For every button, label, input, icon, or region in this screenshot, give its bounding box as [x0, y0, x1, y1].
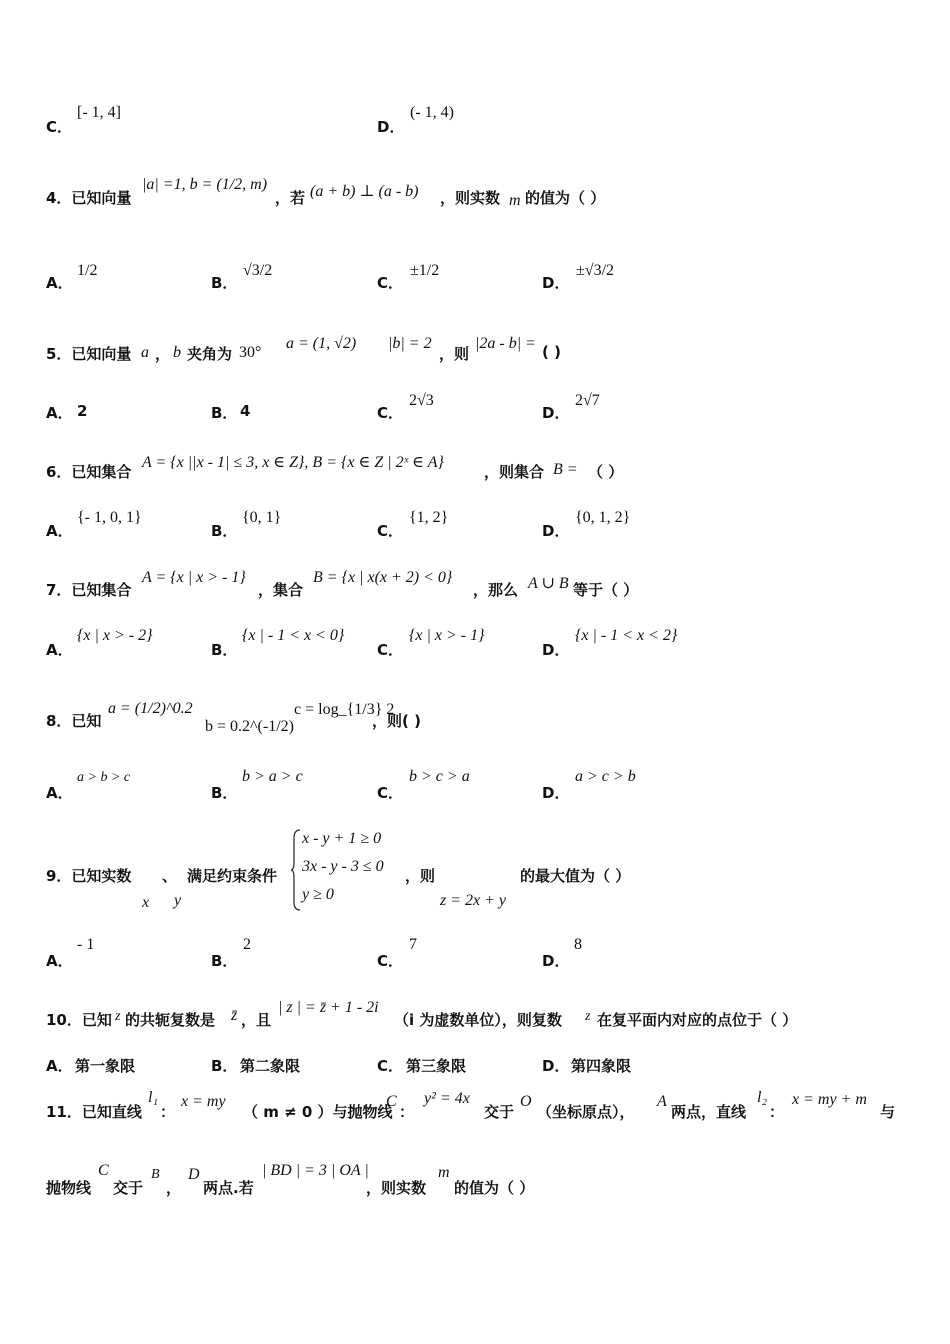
q7-union: A ∪ B [528, 575, 569, 592]
q4-tail: ，则实数 [440, 189, 501, 207]
q6-option-a-value: {- 1, 0, 1} [77, 509, 142, 526]
q5-ask-prefix: ，则 [439, 345, 470, 363]
q11-o: O [520, 1093, 532, 1110]
q11-a: A [657, 1093, 667, 1110]
q10-eq: | z | = z̄ + 1 - 2i [278, 999, 379, 1016]
q4-option-a-label: A． [46, 274, 73, 292]
q11-l1-eq: x = my [181, 1093, 226, 1110]
q9-tail: 的最大值为（ ） [520, 867, 631, 885]
q9-constraint-3: y ≥ 0 [302, 886, 334, 903]
q5-option-b-value: 4 [240, 402, 251, 420]
q4-option-d-value: ±√3/2 [576, 262, 615, 279]
q11-d: D [188, 1166, 200, 1183]
q9-cond-text: 满足约束条件 [187, 867, 278, 885]
q8-c-def: c = log_{1/3} 2 [294, 701, 395, 718]
q10-option-d-value: 第四象限 [571, 1057, 632, 1075]
q11-t2: （坐标原点）， [537, 1103, 635, 1121]
q6-option-c-value: {1, 2} [409, 509, 449, 526]
q11-c: C [386, 1093, 397, 1110]
q11-comma: ， [166, 1179, 182, 1197]
q11-paren: （ m ≠ 0 ）与抛物线 [243, 1103, 393, 1121]
q7-option-d-label: D． [542, 641, 570, 659]
q3-option-c-value: [- 1, 4] [77, 104, 121, 121]
q10-stem-start: 10．已知 [46, 1011, 112, 1029]
q9-option-a-label: A． [46, 952, 73, 970]
q3-option-d-value: (- 1, 4) [410, 104, 454, 121]
q11-m: m [438, 1164, 450, 1181]
q11-colon-2: ： [399, 1103, 415, 1121]
q8-a-def: a = (1/2)^0.2 [108, 700, 193, 717]
q10-t2: ，且 [241, 1011, 272, 1029]
q11-cond: | BD | = 3 | OA | [262, 1162, 369, 1179]
q7-option-a-value: {x | x > - 2} [77, 627, 153, 644]
q5-option-d-value: 2√7 [575, 392, 600, 409]
q11-b: B [151, 1167, 160, 1182]
q5-ask-tail: ( ) [542, 343, 561, 361]
q9-option-d-value: 8 [574, 936, 582, 953]
q5-option-c-value: 2√3 [409, 392, 434, 409]
q5-sep: ， [155, 345, 171, 363]
q8-option-d-value: a > c > b [575, 768, 636, 785]
q4-option-c-label: C． [377, 274, 404, 292]
q6-ask: B = [553, 461, 578, 478]
q5-ask: |2a - b| = [475, 335, 536, 352]
q9-brace [290, 828, 302, 912]
q10-option-a-value: 第一象限 [75, 1057, 136, 1075]
q6-tail2: （ ） [588, 463, 624, 481]
q11-stem-start: 11．已知直线 [46, 1103, 142, 1121]
q6-option-c-label: C． [377, 522, 404, 540]
q10-option-c-value: 第三象限 [406, 1057, 467, 1075]
q9-constraint-1: x - y + 1 ≥ 0 [302, 830, 382, 847]
q7-option-b-value: {x | - 1 < x < 0} [242, 627, 345, 644]
q11-parabola-eq: y² = 4x [424, 1090, 470, 1107]
q9-stem-start: 9．已知实数 [46, 867, 132, 885]
q9-option-b-label: B． [211, 952, 238, 970]
q11-t4: 与 [880, 1103, 896, 1121]
q9-constraint-2: 3x - y - 3 ≤ 0 [302, 858, 384, 875]
q11-t6: 两点.若 [203, 1179, 254, 1197]
q6-tail: ，则集合 [484, 463, 545, 481]
q9-mid: ，则 [405, 867, 436, 885]
q9-z: z = 2x + y [440, 892, 507, 909]
q4-option-c-value: ±1/2 [410, 262, 440, 279]
q10-t1: 的共轭复数是 [125, 1011, 216, 1029]
q7-option-c-value: {x | x > - 1} [409, 627, 485, 644]
q8-option-a-value: a > b > c [77, 770, 131, 785]
q10-option-a-label: A． [46, 1057, 73, 1075]
q8-option-c-label: C． [377, 784, 404, 802]
q11-t5: 交于 [113, 1179, 144, 1197]
q8-option-d-label: D． [542, 784, 570, 802]
q8-stem-start: 8．已知 [46, 712, 102, 730]
q9-sep: 、 [162, 867, 178, 885]
q9-option-a-value: - 1 [77, 936, 95, 953]
q10-z: z [115, 1009, 121, 1024]
q10-option-c-label: C． [377, 1057, 404, 1075]
q4-var: m [509, 192, 521, 209]
q4-option-d-label: D． [542, 274, 570, 292]
q7-option-b-label: B． [211, 641, 238, 659]
q11-t3: 两点，直线 [671, 1103, 747, 1121]
q5-angle-text: 夹角为 [187, 345, 233, 363]
q3-option-d-label: D． [377, 118, 405, 136]
q4-option-a-value: 1/2 [77, 262, 98, 279]
q6-option-b-value: {0, 1} [242, 509, 282, 526]
q11-c2: C [98, 1162, 109, 1179]
q11-l1: l₁ [148, 1089, 159, 1106]
q8-option-b-label: B． [211, 784, 238, 802]
q5-a-val: a = (1, √2) [286, 335, 357, 352]
q8-option-b-value: b > a > c [242, 768, 303, 785]
q9-option-c-value: 7 [409, 936, 417, 953]
q4-stem-start: 4．已知向量 [46, 189, 132, 207]
q10-t4: 在复平面内对应的点位于（ ） [597, 1011, 798, 1029]
q11-line2-start: 抛物线 [46, 1179, 92, 1197]
q3-option-c-label: C． [46, 118, 73, 136]
q6-sets: A = {x ||x - 1| ≤ 3, x ∈ Z}, B = {x ∈ Z | 2ˣ ∈ A} [142, 454, 444, 471]
q4-cond-prefix: ，若 [275, 189, 306, 207]
q10-option-d-label: D． [542, 1057, 570, 1075]
q10-z2: z [585, 1009, 591, 1024]
q11-colon-1: ： [160, 1103, 176, 1121]
q9-option-d-label: D． [542, 952, 570, 970]
q7-option-c-label: C． [377, 641, 404, 659]
q6-option-a-label: A． [46, 522, 73, 540]
q6-option-b-label: B． [211, 522, 238, 540]
q7-set-a: A = {x | x > - 1} [142, 569, 246, 586]
q7-mid: ，集合 [258, 581, 304, 599]
q10-option-b-value: 第二象限 [240, 1057, 301, 1075]
q5-option-d-label: D． [542, 404, 570, 422]
q5-option-a-label: A． [46, 404, 73, 422]
q7-stem-start: 7．已知集合 [46, 581, 132, 599]
q7-tail2: 等于（ ） [573, 581, 639, 599]
q8-option-c-value: b > c > a [409, 768, 470, 785]
q9-x: x [142, 894, 150, 911]
q5-angle: 30° [239, 344, 262, 361]
q10-option-b-label: B． [211, 1057, 238, 1075]
q5-a: a [141, 344, 149, 361]
q7-option-a-label: A． [46, 641, 73, 659]
q9-y: y [174, 892, 182, 909]
q11-t8: 的值为（ ） [454, 1179, 535, 1197]
q8-tail: ，则( ) [372, 712, 421, 730]
q10-zbar: z̄ [231, 1007, 238, 1024]
q11-t1: 交于 [484, 1103, 515, 1121]
q7-option-d-value: {x | - 1 < x < 2} [575, 627, 678, 644]
q5-stem-start: 5．已知向量 [46, 345, 132, 363]
q7-set-b: B = {x | x(x + 2) < 0} [313, 569, 453, 586]
q9-option-b-value: 2 [243, 936, 251, 953]
q11-l2: l₂ [757, 1089, 768, 1106]
q4-option-b-value: √3/2 [243, 262, 273, 279]
q9-option-c-label: C． [377, 952, 404, 970]
q6-option-d-value: {0, 1, 2} [575, 509, 631, 526]
q5-option-c-label: C． [377, 404, 404, 422]
q6-option-d-label: D． [542, 522, 570, 540]
q5-option-a-value: 2 [77, 402, 88, 420]
q4-option-b-label: B． [211, 274, 238, 292]
q8-b-def: b = 0.2^(-1/2) [205, 718, 294, 735]
q4-cond: (a + b) ⊥ (a - b) [310, 183, 419, 200]
q8-option-a-label: A． [46, 784, 73, 802]
q5-option-b-label: B． [211, 404, 238, 422]
q7-tail: ，那么 [473, 581, 519, 599]
q4-given: |a| =1, b = (1/2, m) [142, 176, 268, 193]
q11-l2-eq: x = my + m [792, 1091, 867, 1108]
q4-tail2: 的值为（ ） [525, 189, 606, 207]
q11-t7: ，则实数 [366, 1179, 427, 1197]
q5-b: b [173, 344, 181, 361]
q10-t3: （i 为虚数单位），则复数 [394, 1011, 562, 1029]
q5-b-val: |b| = 2 [388, 335, 432, 352]
q11-colon-3: ： [769, 1103, 785, 1121]
q6-stem-start: 6．已知集合 [46, 463, 132, 481]
